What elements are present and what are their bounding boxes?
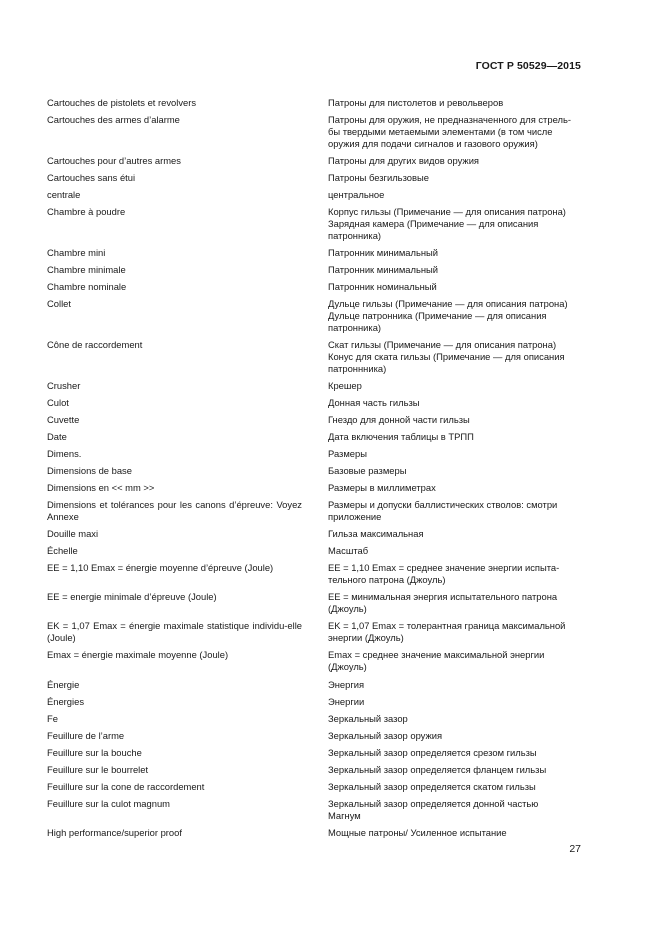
- french-term: Culot: [47, 397, 69, 408]
- french-term: centrale: [47, 189, 81, 200]
- russian-term: Мощные патроны/ Усиленное испытание: [328, 827, 507, 838]
- russian-term: Зеркальный зазор: [328, 713, 408, 724]
- russian-term: Зеркальный зазор определяется срезом гильзы: [328, 747, 537, 758]
- french-term: Cartouches pour d’autres armes: [47, 155, 181, 166]
- glossary-entry: [47, 206, 582, 242]
- french-term: Cartouches de pistolets et revolvers: [47, 97, 197, 108]
- french-term: Chambre à poudre: [47, 206, 126, 217]
- glossary-entry: [47, 781, 582, 793]
- glossary-entry: [47, 696, 582, 708]
- french-term: Emax = énergie maximale moyenne (Joule): [47, 649, 229, 660]
- french-term: Échelle: [47, 545, 78, 556]
- glossary-entry: [47, 448, 582, 460]
- russian-term: Базовые размеры: [328, 465, 407, 476]
- glossary-entry: [47, 528, 582, 540]
- french-term: Date: [47, 431, 67, 442]
- russian-term: Патроны для оружия, не предназначенного для стрель- бы твердыми метаемыми элементами (в том числе оружия для подачи сигналов и газового оружия): [328, 114, 571, 149]
- russian-term: Скат гильзы (Примечание — для описания патрона) Конус для ската гильзы (Примечание — для описания патроннника): [328, 339, 565, 374]
- glossary-entry: [47, 764, 582, 776]
- french-term: Feuillure de l’arme: [47, 730, 125, 741]
- russian-term: Патроны безгильзовые: [328, 172, 429, 183]
- russian-term: Патронник минимальный: [328, 247, 439, 258]
- french-term: Dimensions en << mm >>: [47, 482, 155, 493]
- russian-term: Гнездо для донной части гильзы: [328, 414, 470, 425]
- french-term: Feuillure sur le bourrelet: [47, 764, 149, 775]
- russian-term: Энергии: [328, 696, 365, 707]
- glossary-entry: [47, 465, 582, 477]
- russian-term: Патронник номинальный: [328, 281, 437, 292]
- glossary-entry: [47, 827, 582, 839]
- glossary-entry: [47, 397, 582, 409]
- glossary-entry: [47, 713, 582, 725]
- french-term: Feuillure sur la bouche: [47, 747, 142, 758]
- russian-term: Размеры в миллиметрах: [328, 482, 436, 493]
- glossary-entry: [47, 431, 582, 443]
- glossary-entry: [47, 798, 582, 822]
- french-term: Dimensions de base: [47, 465, 132, 476]
- french-term: Dimensions et tolérances pour les canons d’épreuve: Voyez Annexe: [47, 499, 302, 522]
- french-term: EE = energie minimale d’épreuve (Joule): [47, 591, 217, 602]
- french-term: Dimens.: [47, 448, 82, 459]
- russian-term: Дата включения таблицы в ТРПП: [328, 431, 474, 442]
- russian-term: EE = 1,10 Emax = среднее значение энергии испыта- тельного патрона (Джоуль): [328, 562, 560, 585]
- glossary-entry: [47, 281, 582, 293]
- russian-term: Зеркальный зазор определяется фланцем гильзы: [328, 764, 547, 775]
- russian-term: Энергия: [328, 679, 365, 690]
- glossary-entry: [47, 339, 582, 375]
- french-term: Crusher: [47, 380, 81, 391]
- french-term: Cartouches sans étui: [47, 172, 136, 183]
- glossary-entry: [47, 730, 582, 742]
- french-term: Douille maxi: [47, 528, 99, 539]
- french-term: Chambre minimale: [47, 264, 126, 275]
- glossary-entry: [47, 189, 582, 201]
- french-term: Chambre nominale: [47, 281, 127, 292]
- french-term: EK = 1,07 Emax = énergie maximale statistique individu-elle (Joule): [47, 620, 302, 643]
- glossary-entry: [47, 499, 582, 523]
- russian-term: Гильза максимальная: [328, 528, 424, 539]
- russian-term: Зеркальный зазор определяется донной частью Магнум: [328, 798, 539, 821]
- glossary-entry: [47, 155, 582, 167]
- glossary-entry: [47, 414, 582, 426]
- page-number: 27: [569, 843, 581, 855]
- french-term: Cuvette: [47, 414, 80, 425]
- russian-term: Зеркальный зазор оружия: [328, 730, 443, 741]
- glossary-entry: [47, 620, 582, 644]
- russian-term: Корпус гильзы (Примечание — для описания патрона) Зарядная камера (Примечание — для описания патронника): [328, 206, 566, 241]
- glossary-entry: [47, 264, 582, 276]
- russian-term: Крешер: [328, 380, 362, 391]
- glossary-entry: [47, 545, 582, 557]
- glossary-entry: [47, 591, 582, 615]
- glossary-entry: [47, 679, 582, 691]
- french-term: High performance/superior proof: [47, 827, 182, 838]
- glossary-entry: [47, 747, 582, 759]
- russian-term: Масштаб: [328, 545, 369, 556]
- glossary-entry: [47, 114, 582, 150]
- french-term: Feuillure sur la culot magnum: [47, 798, 170, 809]
- russian-term: Зеркальный зазор определяется скатом гильзы: [328, 781, 536, 792]
- glossary-entry: [47, 172, 582, 184]
- french-term: Cartouches des armes d’alarme: [47, 114, 180, 125]
- glossary-entry: [47, 247, 582, 259]
- french-term: Énergies: [47, 696, 85, 707]
- russian-term: EE = минимальная энергия испытательного патрона (Джоуль): [328, 591, 558, 614]
- russian-term: Патроны для других видов оружия: [328, 155, 480, 166]
- french-term: Fe: [47, 713, 58, 724]
- glossary-entry: [47, 649, 582, 673]
- russian-term: Размеры и допуски баллистических стволов: смотри приложение: [328, 499, 558, 522]
- russian-term: Донная часть гильзы: [328, 397, 420, 408]
- russian-term: Emax = среднее значение максимальной энергии (Джоуль): [328, 649, 545, 672]
- glossary-entry: [47, 97, 582, 109]
- glossary-entry: [47, 380, 582, 392]
- french-term: Feuillure sur la cone de raccordement: [47, 781, 205, 792]
- russian-term: Дульце гильзы (Примечание — для описания патрона) Дульце патронника (Примечание — для описания патронника): [328, 298, 568, 333]
- french-term: Cône de raccordement: [47, 339, 143, 350]
- glossary-table: [47, 97, 582, 844]
- russian-term: EK = 1,07 Emax = толерантная граница максимальной энергии (Джоуль): [328, 620, 566, 643]
- glossary-entry: [47, 482, 582, 494]
- glossary-entry: [47, 562, 582, 586]
- glossary-entry: [47, 298, 582, 334]
- french-term: Chambre mini: [47, 247, 106, 258]
- french-term: Collet: [47, 298, 71, 309]
- russian-term: центральное: [328, 189, 385, 200]
- standard-designation: ГОСТ Р 50529—2015: [475, 60, 581, 72]
- russian-term: Патроны для пистолетов и револьверов: [328, 97, 504, 108]
- russian-term: Размеры: [328, 448, 367, 459]
- french-term: Énergie: [47, 679, 80, 690]
- russian-term: Патронник минимальный: [328, 264, 439, 275]
- french-term: EE = 1,10 Emax = énergie moyenne d’épreuve (Joule): [47, 562, 274, 573]
